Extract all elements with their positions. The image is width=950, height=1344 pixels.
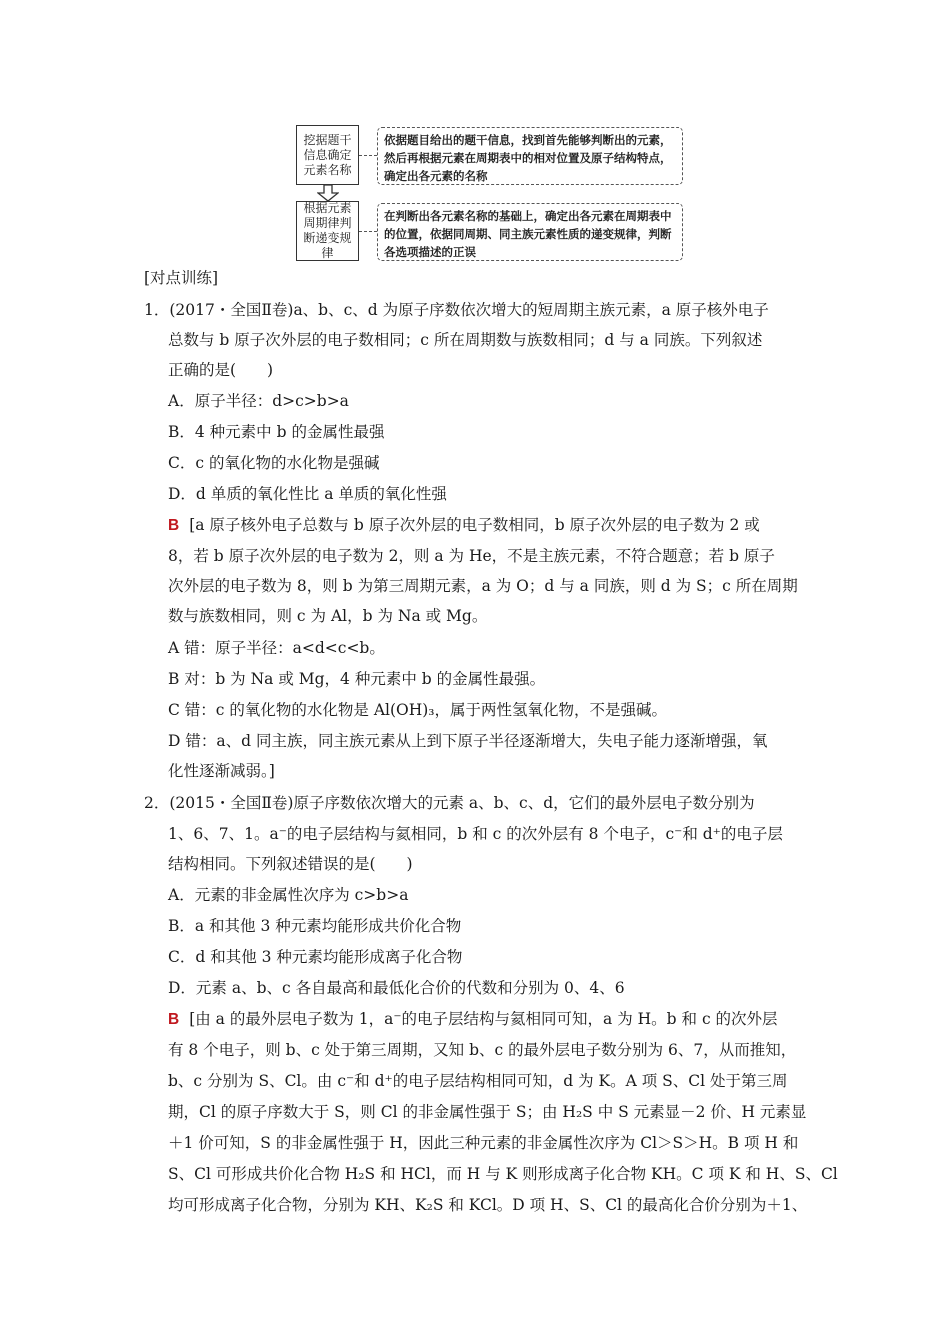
arrow-down-icon [317,185,339,202]
q1-stem-line-3: 正确的是( ) [168,361,274,379]
q1-answer-label: B [168,517,180,534]
q2-explanation-line-2: 有 8 个电子，则 b、c 处于第三周期，又知 b、c 的最外层电子数分别为 6、7，从而推知， [168,1041,797,1059]
q2-explanation-line-7: 均可形成离子化合物，分别为 KH、K₂S 和 KCl。D 项 H、S、Cl 的最高化合价分别为＋1、 [168,1196,808,1214]
flow-step-1-description: 依据题目给出的题干信息，找到首先能够判断出的元素，然后再根据元素在周期表中的相对位置及原子结构特点，确定出各元素的名称 [377,127,683,185]
q1-explanation-line-2: 8，若 b 原子次外层的电子数为 2，则 a 为 He，不是主族元素，不符合题意；若 b 原子 [168,547,775,565]
q1-option-a: A．原子半径：d>c>b>a [168,392,349,410]
q1-option-c: C．c 的氧化物的水化物是强碱 [168,454,380,472]
section-title: [对点训练] [144,269,219,287]
flow-connector-2 [359,231,377,232]
q2-stem-line-1: 2．(2015・全国Ⅱ卷)原子序数依次增大的元素 a、b、c、d，它们的最外层电子数分别为 [144,794,755,812]
q1-option-b: B．4 种元素中 b 的金属性最强 [168,423,385,441]
q2-stem-line-3: 结构相同。下列叙述错误的是( ) [168,855,413,873]
q2-option-a: A．元素的非金属性次序为 c>b>a [168,886,409,904]
q2-explanation-line-1: B [由 a 的最外层电子数为 1，a⁻的电子层结构与氦相同可知，a 为 H。b 和 c 的次外层 [168,1010,778,1028]
q1-explanation-line-4: 数与族数相同，则 c 为 Al，b 为 Na 或 Mg。 [168,607,488,625]
flow-step-2-box [296,201,359,261]
q2-answer-label: B [168,1011,180,1028]
q2-explanation-line-5: ＋1 价可知，S 的非金属性强于 H，因此三种元素的非金属性次序为 Cl＞S＞H。B 项 H 和 [168,1134,799,1152]
q1-explanation-line-6: B 对：b 为 Na 或 Mg，4 种元素中 b 的金属性最强。 [168,670,546,688]
flow-step-2-label: 根据元素周期律判断递变规律 [303,201,352,260]
q1-explanation-line-9: 化性逐渐减弱。] [168,762,275,780]
flow-step-1-label: 挖据题干信息确定元素名称 [303,132,352,177]
q1-explanation-line-5: A 错：原子半径：a<d<c<b。 [168,639,385,657]
flow-step-1-box [296,125,359,185]
q1-stem-line-1: 1．(2017・全国Ⅱ卷)a、b、c、d 为原子序数依次增大的短周期主族元素，a 原子核外电子 [144,301,769,319]
q2-option-c: C．d 和其他 3 种元素均能形成离子化合物 [168,948,463,966]
q1-stem-line-2: 总数与 b 原子次外层的电子数相同；c 所在周期数与族数相同；d 与 a 同族。下列叙述 [168,331,763,349]
q2-option-d: D．元素 a、b、c 各自最高和最低化合价的代数和分别为 0、4、6 [168,979,625,997]
q2-option-b: B．a 和其他 3 种元素均能形成共价化合物 [168,917,462,935]
flow-step-2-description: 在判断出各元素名称的基础上，确定出各元素在周期表中的位置，依据同周期、同主族元素性质的递变规律，判断各选项描述的正误 [377,203,683,261]
q2-explanation-line-6: S、Cl 可形成共价化合物 H₂S 和 HCl，而 H 与 K 则形成离子化合物 KH。C 项 K 和 H、S、Cl [168,1165,838,1183]
q1-explanation-line-7: C 错：c 的氧化物的水化物是 Al(OH)₃，属于两性氢氧化物，不是强碱。 [168,701,668,719]
q2-explanation-line-3: b、c 分别为 S、Cl。由 c⁻和 d⁺的电子层结构相同可知，d 为 K。A 项 S、Cl 处于第三周 [168,1072,788,1090]
flow-connector-1 [359,155,377,156]
q1-option-d: D．d 单质的氧化性比 a 单质的氧化性强 [168,485,447,503]
q2-explanation-line-4: 期，Cl 的原子序数大于 S，则 Cl 的非金属性强于 S；由 H₂S 中 S 元素显－2 价、H 元素显 [168,1103,807,1121]
q1-explanation-line-3: 次外层的电子数为 8，则 b 为第三周期元素，a 为 O；d 与 a 同族，则 d 为 S；c 所在周期 [168,577,798,595]
q1-explanation-line-8: D 错：a、d 同主族，同主族元素从上到下原子半径逐渐增大，失电子能力逐渐增强，氧 [168,732,768,750]
q1-explanation-line-1: B [a 原子核外电子总数与 b 原子次外层的电子数相同，b 原子次外层的电子数为 2 或 [168,516,760,534]
q2-stem-line-2: 1、6、7、1。a⁻的电子层结构与氦相同，b 和 c 的次外层有 8 个电子，c⁻和 d⁺的电子层 [168,825,783,843]
